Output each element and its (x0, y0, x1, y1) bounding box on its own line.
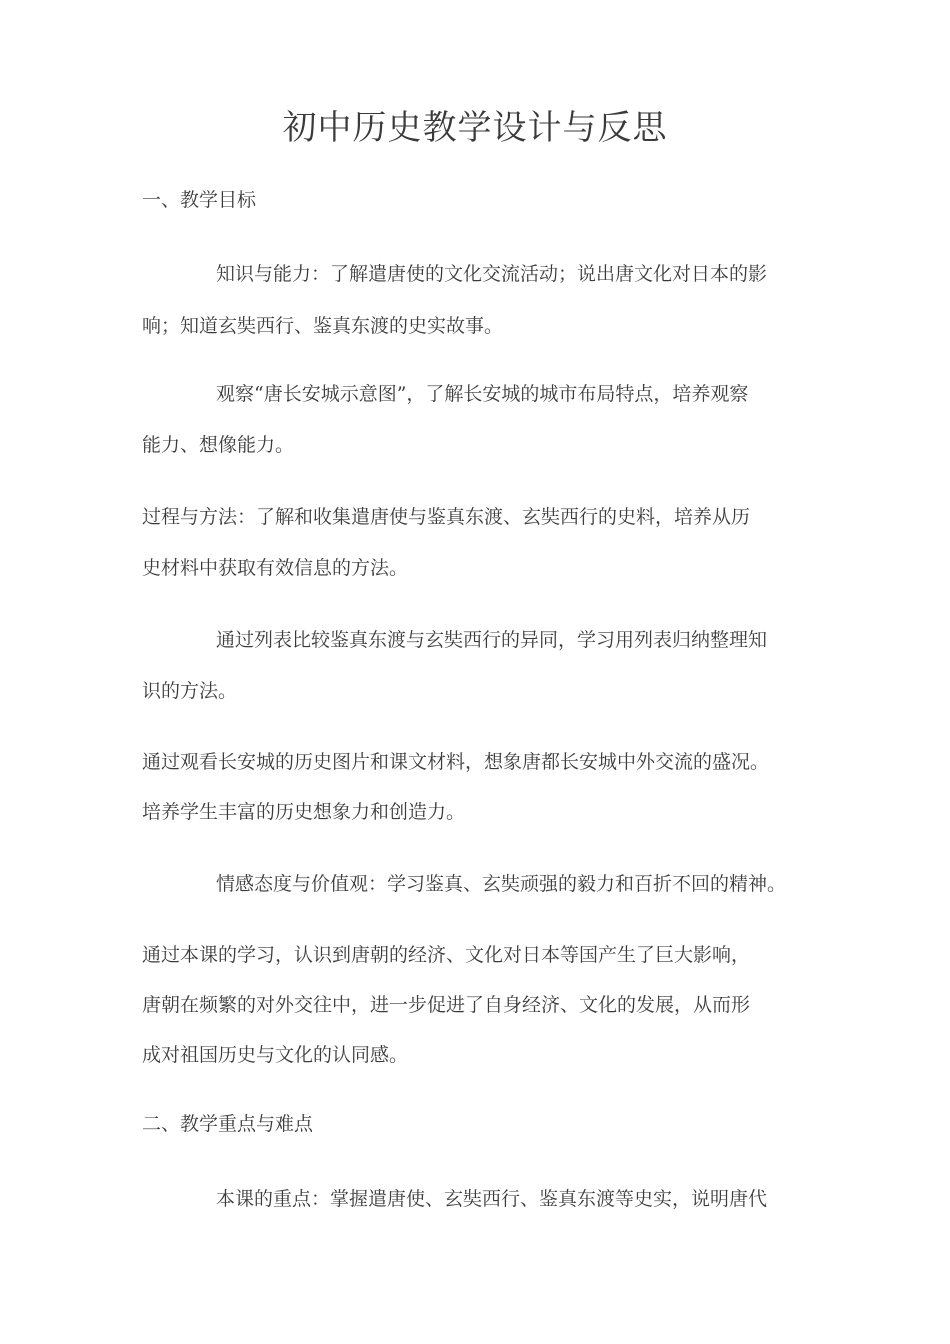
paragraph-line: 培养学生丰富的历史想象力和创造力。 (142, 801, 466, 823)
paragraph-line: 知识与能力：了解遣唐使的文化交流活动；说出唐文化对日本的影 (216, 263, 768, 285)
document-title: 初中历史教学设计与反思 (282, 108, 668, 148)
paragraph-line: 本课的重点：掌握遣唐使、玄奘西行、鉴真东渡等史实，说明唐代 (216, 1188, 768, 1210)
paragraph-line: 史材料中获取有效信息的方法。 (142, 557, 409, 579)
paragraph-line: 情感态度与价值观：学习鉴真、玄奘顽强的毅力和百折不回的精神。 (216, 873, 787, 895)
paragraph-line: 识的方法。 (142, 680, 238, 702)
section-heading-teaching-goals: 一、教学目标 (142, 189, 257, 211)
paragraph-line: 响；知道玄奘西行、鉴真东渡的史实故事。 (142, 315, 504, 337)
section-heading-key-points: 二、教学重点与难点 (142, 1113, 314, 1135)
paragraph-line: 能力、想像能力。 (142, 434, 295, 456)
paragraph-line: 成对祖国历史与文化的认同感。 (142, 1044, 409, 1066)
paragraph-line: 过程与方法：了解和收集遣唐使与鉴真东渡、玄奘西行的史料，培养从历 (142, 506, 751, 528)
paragraph-line: 通过列表比较鉴真东渡与玄奘西行的异同，学习用列表归纳整理知 (216, 629, 768, 651)
paragraph-line: 通过本课的学习，认识到唐朝的经济、文化对日本等国产生了巨大影响， (142, 944, 751, 966)
paragraph-line: 唐朝在频繁的对外交往中，进一步促进了自身经济、文化的发展，从而形 (142, 994, 751, 1016)
paragraph-line: 观察“唐长安城示意图”，了解长安城的城市布局特点，培养观察 (216, 383, 749, 405)
paragraph-line: 通过观看长安城的历史图片和课文材料，想象唐都长安城中外交流的盛况。 (142, 751, 770, 773)
